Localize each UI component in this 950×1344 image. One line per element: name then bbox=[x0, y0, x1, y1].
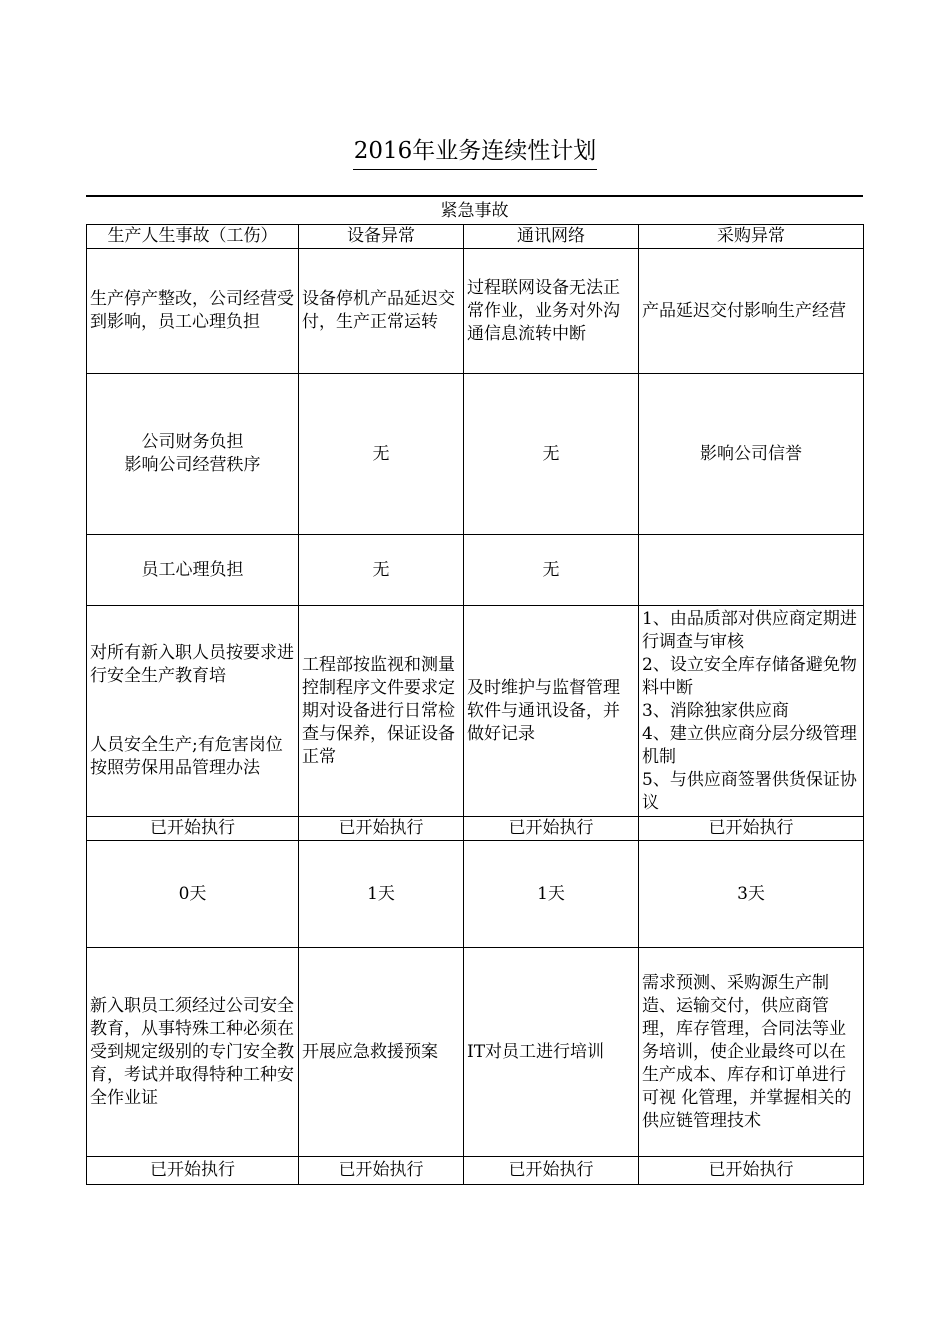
table-cell: 对所有新入职人员按要求进行安全生产教育培 人员安全生产;有危害岗位按照劳保用品管理办法 bbox=[87, 606, 299, 817]
table-cell: 无 bbox=[299, 535, 464, 606]
table-cell: 开展应急救援预案 bbox=[299, 948, 464, 1157]
document-title-text: 2016年业务连续性计划 bbox=[353, 134, 598, 170]
table-cell: 过程联网设备无法正常作业，业务对外沟通信息流转中断 bbox=[464, 249, 639, 374]
status-row bbox=[87, 817, 864, 841]
status-cell: 已开始执行 bbox=[639, 817, 864, 841]
status-row bbox=[87, 1157, 864, 1185]
column-header: 采购异常 bbox=[639, 225, 864, 249]
status-cell: 已开始执行 bbox=[464, 817, 639, 841]
status-cell: 已开始执行 bbox=[299, 817, 464, 841]
table-cell: 需求预测、采购源生产制造、运输交付，供应商管理，库存管理，合同法等业务培训，使企业最终可以在生产成本、库存和订单进行可视 化管理，并掌握相关的供应链管理技术 bbox=[639, 948, 864, 1157]
table-cell: 无 bbox=[299, 374, 464, 535]
table-cell: 设备停机产品延迟交付，生产正常运转 bbox=[299, 249, 464, 374]
table-cell: 无 bbox=[464, 374, 639, 535]
table-cell: 员工心理负担 bbox=[87, 535, 299, 606]
table-cell: 1、由品质部对供应商定期进行调查与审核 2、设立安全库存储备避免物料中断 3、消除独家供应商 4、建立供应商分层分级管理机制 5、与供应商签署供货保证协议 bbox=[639, 606, 864, 817]
table-cell: 影响公司信誉 bbox=[639, 374, 864, 535]
column-header: 设备异常 bbox=[299, 225, 464, 249]
table-cell: 公司财务负担 影响公司经营秩序 bbox=[87, 374, 299, 535]
table-cell: 工程部按监视和测量控制程序文件要求定期对设备进行日常检查与保养，保证设备正常 bbox=[299, 606, 464, 817]
table-cell: 无 bbox=[464, 535, 639, 606]
status-cell: 已开始执行 bbox=[299, 1157, 464, 1185]
table-cell: 生产停产整改，公司经营受到影响，员工心理负担 bbox=[87, 249, 299, 374]
table-cell: 0天 bbox=[87, 841, 299, 948]
recovery-time-row bbox=[87, 841, 864, 948]
top-rule bbox=[86, 195, 863, 197]
status-cell: 已开始执行 bbox=[639, 1157, 864, 1185]
status-cell: 已开始执行 bbox=[87, 1157, 299, 1185]
table-cell: 产品延迟交付影响生产经营 bbox=[639, 249, 864, 374]
plan-table bbox=[86, 224, 864, 1185]
table-cell: 新入职员工须经过公司安全教育，从事特殊工种必须在受到规定级别的专门安全教育，考试并取得特种工种安全作业证 bbox=[87, 948, 299, 1157]
table-cell: 1天 bbox=[299, 841, 464, 948]
table-cell bbox=[639, 535, 864, 606]
header-row bbox=[87, 225, 864, 249]
section-header: 紧急事故 bbox=[440, 201, 509, 221]
table-cell: 1天 bbox=[464, 841, 639, 948]
column-header: 通讯网络 bbox=[464, 225, 639, 249]
impact-row bbox=[87, 249, 864, 374]
status-cell: 已开始执行 bbox=[87, 817, 299, 841]
personnel-impact-row bbox=[87, 535, 864, 606]
training-row bbox=[87, 948, 864, 1157]
table-cell: 3天 bbox=[639, 841, 864, 948]
status-cell: 已开始执行 bbox=[464, 1157, 639, 1185]
column-header: 生产人生事故（工伤） bbox=[87, 225, 299, 249]
table-cell: 及时维护与监督管理软件与通讯设备，并做好记录 bbox=[464, 606, 639, 817]
document-title bbox=[0, 134, 950, 170]
financial-impact-row bbox=[87, 374, 864, 535]
measures-row bbox=[87, 606, 864, 817]
table-cell: IT对员工进行培训 bbox=[464, 948, 639, 1157]
